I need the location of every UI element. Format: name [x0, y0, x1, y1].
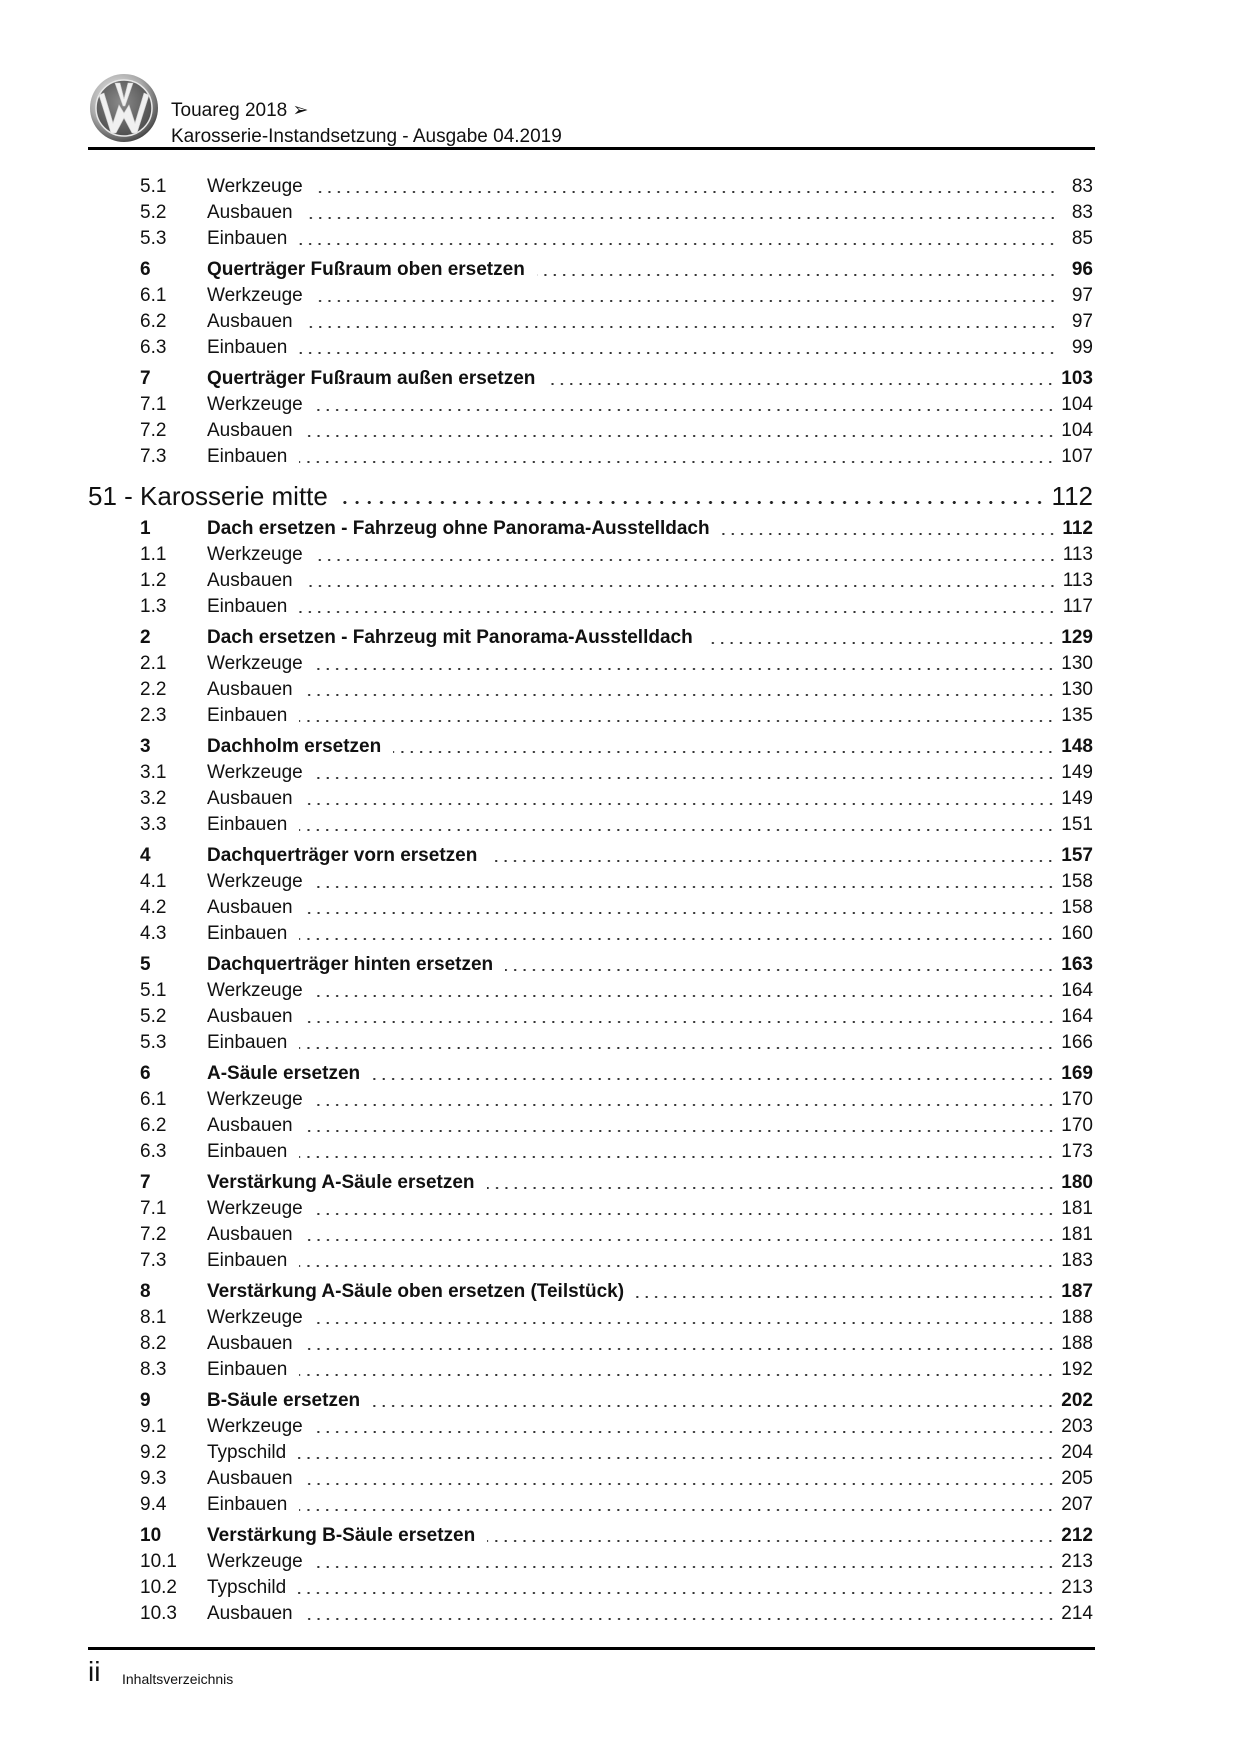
page-number: ii [88, 1656, 101, 1687]
toc-entry-number: 5.1 [140, 980, 167, 1001]
dot-leader [701, 626, 1062, 650]
dot-leader [295, 595, 1062, 619]
toc-subsection-entry[interactable] [140, 310, 1093, 334]
toc-entry-number: 6 [140, 259, 151, 280]
toc-subsection-entry[interactable] [140, 1088, 1093, 1112]
toc-entry-page[interactable]: 129 [1061, 627, 1093, 648]
toc-entry-page[interactable]: 112 [1051, 481, 1093, 511]
toc-entry-page[interactable]: 104 [1061, 394, 1093, 415]
dot-leader [295, 336, 1063, 360]
toc-subsection-entry[interactable] [140, 787, 1093, 811]
toc-entry-page[interactable]: 213 [1061, 1551, 1093, 1572]
dot-leader [311, 761, 1062, 785]
toc-entry-title[interactable]: Einbauen [207, 1359, 288, 1380]
dot-leader [311, 1306, 1062, 1330]
toc-subsection-entry[interactable] [140, 284, 1093, 308]
dot-leader [301, 1467, 1062, 1491]
toc-entry-title[interactable]: Verstärkung A-Säule ersetzen [207, 1172, 475, 1193]
toc-entry-page[interactable]: 203 [1061, 1416, 1093, 1437]
toc-entry-number: 9.1 [140, 1416, 167, 1437]
dot-leader [311, 284, 1063, 308]
toc-entry-title[interactable]: Ausbauen [207, 1115, 293, 1136]
toc-entry-title[interactable]: Dachholm ersetzen [207, 736, 382, 757]
toc-subsection-entry[interactable] [140, 419, 1093, 443]
toc-entry-number: 10.2 [140, 1577, 177, 1598]
toc-entry-title[interactable]: Werkzeuge [207, 871, 303, 892]
document-subtitle: Karosserie-Instandsetzung - Ausgabe 04.2019 [171, 126, 562, 147]
toc-entry-number: 2 [140, 627, 151, 648]
toc-entry-title[interactable]: Werkzeuge [207, 1307, 303, 1328]
dot-leader [301, 310, 1063, 334]
toc-entry-page[interactable]: 207 [1061, 1494, 1093, 1515]
dot-leader [301, 1114, 1062, 1138]
toc-entry-title[interactable]: Ausbauen [207, 1603, 293, 1624]
toc-entry-title[interactable]: Ausbauen [207, 420, 293, 441]
toc-entry-page[interactable]: 113 [1062, 570, 1093, 591]
toc-entry-number: 1.3 [140, 596, 167, 617]
toc-entry-title[interactable]: Werkzeuge [207, 1551, 303, 1572]
toc-entry-title[interactable]: Einbauen [207, 1032, 288, 1053]
toc-entry-number: 4 [140, 845, 151, 866]
toc-entry-number: 6.1 [140, 1089, 167, 1110]
toc-entry-page[interactable]: 97 [1071, 311, 1093, 332]
toc-entry-page[interactable]: 83 [1071, 176, 1093, 197]
toc-section-entry[interactable] [140, 626, 1093, 650]
dot-leader [295, 1358, 1061, 1382]
toc-chapter-entry[interactable] [88, 480, 1093, 512]
toc-entry-number: 7.1 [140, 1198, 167, 1219]
toc-entry-title[interactable]: Werkzeuge [207, 762, 303, 783]
toc-entry-title[interactable]: B-Säule ersetzen [207, 1390, 361, 1411]
dot-leader [295, 1031, 1061, 1055]
toc-subsection-entry[interactable] [140, 1005, 1093, 1029]
toc-entry-number: 9.3 [140, 1468, 167, 1489]
toc-entry-number: 5.2 [140, 1006, 167, 1027]
toc-entry-page[interactable]: 96 [1071, 259, 1093, 280]
dot-leader [311, 1550, 1062, 1574]
dot-leader [368, 1062, 1061, 1086]
toc-entry-number: 3.3 [140, 814, 167, 835]
toc-subsection-entry[interactable] [140, 336, 1093, 360]
dot-leader [311, 543, 1063, 567]
toc-entry-page[interactable]: 104 [1061, 420, 1093, 441]
toc-entry-number: 6.2 [140, 1115, 167, 1136]
dot-leader [533, 258, 1063, 282]
toc-entry-title[interactable]: Werkzeuge [207, 1198, 303, 1219]
toc-entry-number: 6.3 [140, 1141, 167, 1162]
toc-entry-page[interactable]: 85 [1071, 228, 1093, 249]
toc-subsection-entry[interactable] [140, 175, 1093, 199]
toc-entry-page[interactable]: 97 [1071, 285, 1093, 306]
toc-subsection-entry[interactable] [140, 678, 1093, 702]
dot-leader [295, 1249, 1061, 1273]
toc-entry-number: 2.2 [140, 679, 167, 700]
dot-leader [294, 1441, 1061, 1465]
toc-entry-number: 9 [140, 1390, 151, 1411]
toc-entry-title[interactable]: Dachquerträger vorn ersetzen [207, 845, 478, 866]
toc-entry-page[interactable]: 212 [1061, 1525, 1093, 1546]
toc-entry-number: 3.1 [140, 762, 167, 783]
toc-entry-number: 5.3 [140, 1032, 167, 1053]
footer-label: Inhaltsverzeichnis [122, 1671, 234, 1687]
toc-section-entry[interactable] [140, 1171, 1093, 1195]
toc-subsection-entry[interactable] [140, 1332, 1093, 1356]
toc-subsection-entry[interactable] [140, 1441, 1093, 1465]
toc-entry-title[interactable]: Verstärkung B-Säule ersetzen [207, 1525, 476, 1546]
toc-entry-title[interactable]: Ausbauen [207, 897, 293, 918]
toc-entry-page[interactable]: 187 [1061, 1281, 1093, 1302]
toc-entry-title[interactable]: Einbauen [207, 228, 288, 249]
toc-entry-title[interactable]: Einbauen [207, 1250, 288, 1271]
toc-entry-number: 10.3 [140, 1603, 177, 1624]
toc-subsection-entry[interactable] [140, 1249, 1093, 1273]
toc-entry-page[interactable]: 188 [1061, 1307, 1093, 1328]
toc-entry-title[interactable]: Werkzeuge [207, 176, 303, 197]
toc-subsection-entry[interactable] [140, 1415, 1093, 1439]
toc-entry-page[interactable]: 151 [1061, 814, 1093, 835]
toc-entry-number: 6 [140, 1063, 151, 1084]
toc-entry-number: 4.3 [140, 923, 167, 944]
toc-subsection-entry[interactable] [140, 595, 1093, 619]
toc-entry-page[interactable]: 170 [1061, 1115, 1093, 1136]
dot-leader [311, 1088, 1062, 1112]
toc-entry-number: 1.2 [140, 570, 167, 591]
dot-leader [295, 922, 1061, 946]
dot-leader [301, 896, 1062, 920]
toc-entry-page[interactable]: 149 [1061, 788, 1093, 809]
toc-entry-title[interactable]: Ausbauen [207, 311, 293, 332]
toc-entry-title[interactable]: Ausbauen [207, 1006, 293, 1027]
dot-leader [301, 787, 1062, 811]
toc-entry-number: 4.2 [140, 897, 167, 918]
dot-leader [311, 393, 1062, 417]
toc-entry-page[interactable]: 103 [1061, 368, 1093, 389]
dot-leader [389, 735, 1061, 759]
toc-entry-page[interactable]: 107 [1061, 446, 1093, 467]
toc-entry-title[interactable]: Einbauen [207, 814, 288, 835]
toc-entry-title[interactable]: Einbauen [207, 337, 288, 358]
toc-entry-title[interactable]: Einbauen [207, 446, 288, 467]
toc-entry-page[interactable]: 213 [1061, 1577, 1093, 1598]
toc-entry-number: 7.3 [140, 1250, 167, 1271]
dot-leader [301, 419, 1062, 443]
dot-leader [295, 813, 1061, 837]
toc-entry-number: 8.2 [140, 1333, 167, 1354]
toc-entry-page[interactable]: 83 [1071, 202, 1093, 223]
dot-leader [483, 1524, 1061, 1548]
toc-entry-title[interactable]: Dach ersetzen - Fahrzeug ohne Panorama-Ausstelldach [207, 518, 710, 539]
toc-entry-page[interactable]: 130 [1061, 653, 1093, 674]
toc-entry-number: 5.3 [140, 228, 167, 249]
toc-entry-title[interactable]: Einbauen [207, 1494, 288, 1515]
vw-logo-icon [89, 73, 159, 143]
toc-entry-title[interactable]: Typschild [207, 1577, 287, 1598]
toc-entry-title[interactable]: Querträger Fußraum außen ersetzen [207, 368, 536, 389]
toc-subsection-entry[interactable] [140, 1576, 1093, 1600]
toc-entry-number: 7.3 [140, 446, 167, 467]
toc-subsection-entry[interactable] [140, 1114, 1093, 1138]
dot-leader [301, 1223, 1062, 1247]
toc-subsection-entry[interactable] [140, 704, 1093, 728]
toc-entry-page[interactable]: 130 [1061, 679, 1093, 700]
toc-entry-number: 10 [140, 1525, 162, 1546]
toc-subsection-entry[interactable] [140, 1197, 1093, 1221]
toc-entry-title[interactable]: Werkzeuge [207, 1089, 303, 1110]
toc-entry-number: 5 [140, 954, 151, 975]
toc-entry-title[interactable]: Werkzeuge [207, 285, 303, 306]
toc-subsection-entry[interactable] [140, 201, 1093, 225]
dot-leader [311, 175, 1063, 199]
toc-entry-title[interactable]: Ausbauen [207, 788, 293, 809]
toc-entry-number: 5.2 [140, 202, 167, 223]
toc-subsection-entry[interactable] [140, 1550, 1093, 1574]
toc-subsection-entry[interactable] [140, 652, 1093, 676]
document-title: Touareg 2018 ➢ [171, 100, 309, 121]
toc-entry-title[interactable]: Werkzeuge [207, 1416, 303, 1437]
toc-entry-page[interactable]: 192 [1061, 1359, 1093, 1380]
toc-section-entry[interactable] [140, 258, 1093, 282]
toc-subsection-entry[interactable] [140, 896, 1093, 920]
toc-entry-title[interactable]: Werkzeuge [207, 980, 303, 1001]
toc-subsection-entry[interactable] [140, 1306, 1093, 1330]
toc-entry-number: 3.2 [140, 788, 167, 809]
toc-subsection-entry[interactable] [140, 1493, 1093, 1517]
toc-entry-number: 6.3 [140, 337, 167, 358]
dot-leader [295, 1493, 1061, 1517]
toc-section-entry[interactable] [140, 367, 1093, 391]
toc-entry-page[interactable]: 173 [1061, 1141, 1093, 1162]
toc-entry-number: 5.1 [140, 176, 167, 197]
toc-subsection-entry[interactable] [140, 1358, 1093, 1382]
toc-entry-page[interactable]: 214 [1061, 1603, 1093, 1624]
toc-entry-title[interactable]: Einbauen [207, 923, 288, 944]
dot-leader [311, 870, 1062, 894]
toc-entry-title[interactable]: Ausbauen [207, 202, 293, 223]
toc-subsection-entry[interactable] [140, 870, 1093, 894]
toc-subsection-entry[interactable] [140, 569, 1093, 593]
toc-section-entry[interactable] [140, 844, 1093, 868]
toc-entry-page[interactable]: 164 [1061, 1006, 1093, 1027]
toc-entry-page[interactable]: 170 [1061, 1089, 1093, 1110]
toc-entry-title[interactable]: Ausbauen [207, 570, 293, 591]
toc-entry-number: 8.3 [140, 1359, 167, 1380]
toc-section-entry[interactable] [140, 517, 1093, 541]
header-rule [88, 147, 1095, 150]
toc-entry-title[interactable]: 51 - Karosserie mitte [88, 481, 328, 511]
dot-leader [311, 652, 1062, 676]
toc-entry-number: 7.2 [140, 420, 167, 441]
toc-entry-page[interactable]: 113 [1062, 544, 1093, 565]
dot-leader [483, 1171, 1062, 1195]
toc-entry-title[interactable]: Werkzeuge [207, 653, 303, 674]
toc-entry-page[interactable]: 202 [1061, 1390, 1093, 1411]
toc-entry-title[interactable]: Werkzeuge [207, 394, 303, 415]
footer-rule [88, 1647, 1095, 1650]
toc-section-entry[interactable] [140, 735, 1093, 759]
dot-leader [311, 1415, 1062, 1439]
toc-section-entry[interactable] [140, 1280, 1093, 1304]
dot-leader [295, 445, 1061, 469]
toc-entry-page[interactable]: 112 [1062, 518, 1093, 539]
dot-leader [301, 1332, 1062, 1356]
toc-subsection-entry[interactable] [140, 1467, 1093, 1491]
toc-entry-title[interactable]: Einbauen [207, 1141, 288, 1162]
toc-entry-title[interactable]: Ausbauen [207, 1333, 293, 1354]
toc-entry-title[interactable]: Ausbauen [207, 679, 293, 700]
dot-leader [311, 1197, 1062, 1221]
toc-subsection-entry[interactable] [140, 813, 1093, 837]
toc-entry-page[interactable]: 205 [1061, 1468, 1093, 1489]
toc-entry-number: 10.1 [140, 1551, 177, 1572]
dot-leader [368, 1389, 1061, 1413]
toc-entry-page[interactable]: 148 [1061, 736, 1093, 757]
dot-leader [632, 1280, 1061, 1304]
toc-entry-title[interactable]: Werkzeuge [207, 544, 303, 565]
dot-leader [295, 227, 1063, 251]
toc-entry-page[interactable]: 164 [1061, 980, 1093, 1001]
dot-leader [301, 1005, 1062, 1029]
dot-leader [294, 1576, 1061, 1600]
toc-entry-page[interactable]: 117 [1062, 596, 1093, 617]
toc-entry-number: 6.1 [140, 285, 167, 306]
toc-subsection-entry[interactable] [140, 1031, 1093, 1055]
toc-entry-number: 7 [140, 1172, 151, 1193]
toc-entry-title[interactable]: Einbauen [207, 705, 288, 726]
toc-entry-title[interactable]: A-Säule ersetzen [207, 1063, 361, 1084]
toc-subsection-entry[interactable] [140, 543, 1093, 567]
toc-entry-number: 7.2 [140, 1224, 167, 1245]
dot-leader [301, 1602, 1062, 1626]
toc-entry-number: 8 [140, 1281, 151, 1302]
dot-leader [501, 953, 1061, 977]
toc-entry-title[interactable]: Dach ersetzen - Fahrzeug mit Panorama-Ausstelldach [207, 627, 693, 648]
toc-entry-page[interactable]: 180 [1061, 1172, 1093, 1193]
toc-entry-page[interactable]: 181 [1061, 1198, 1093, 1219]
toc-entry-number: 2.1 [140, 653, 167, 674]
toc-entry-number: 9.2 [140, 1442, 167, 1463]
toc-section-entry[interactable] [140, 1062, 1093, 1086]
toc-entry-title[interactable]: Einbauen [207, 596, 288, 617]
toc-subsection-entry[interactable] [140, 922, 1093, 946]
toc-entry-page[interactable]: 163 [1061, 954, 1093, 975]
toc-subsection-entry[interactable] [140, 1223, 1093, 1247]
dot-leader [301, 201, 1063, 225]
toc-subsection-entry[interactable] [140, 1602, 1093, 1626]
toc-entry-page[interactable]: 204 [1061, 1442, 1093, 1463]
toc-entry-number: 7 [140, 368, 151, 389]
toc-subsection-entry[interactable] [140, 227, 1093, 251]
toc-entry-title[interactable]: Verstärkung A-Säule oben ersetzen (Teilstück) [207, 1281, 625, 1302]
toc-entry-title[interactable]: Querträger Fußraum oben ersetzen [207, 259, 525, 280]
toc-entry-page[interactable]: 158 [1061, 897, 1093, 918]
toc-entry-number: 9.4 [140, 1494, 167, 1515]
toc-entry-number: 6.2 [140, 311, 167, 332]
toc-section-entry[interactable] [140, 1524, 1093, 1548]
toc-entry-page[interactable]: 158 [1061, 871, 1093, 892]
toc-section-entry[interactable] [140, 1389, 1093, 1413]
toc-entry-number: 7.1 [140, 394, 167, 415]
toc-entry-number: 1.1 [140, 544, 167, 565]
toc-entry-page[interactable]: 169 [1061, 1063, 1093, 1084]
toc-subsection-entry[interactable] [140, 445, 1093, 469]
toc-entry-page[interactable]: 188 [1061, 1333, 1093, 1354]
toc-section-entry[interactable] [140, 953, 1093, 977]
dot-leader [295, 704, 1061, 728]
toc-entry-title[interactable]: Dachquerträger hinten ersetzen [207, 954, 494, 975]
toc-entry-number: 1 [140, 518, 151, 539]
dot-leader [543, 367, 1061, 391]
toc-subsection-entry[interactable] [140, 979, 1093, 1003]
dot-leader [301, 569, 1063, 593]
toc-entry-number: 2.3 [140, 705, 167, 726]
dot-leader [718, 517, 1063, 541]
toc-subsection-entry[interactable] [140, 393, 1093, 417]
toc-entry-page[interactable]: 183 [1061, 1250, 1093, 1271]
toc-entry-title[interactable]: Ausbauen [207, 1224, 293, 1245]
dot-leader [485, 844, 1061, 868]
toc-entry-page[interactable]: 135 [1061, 705, 1093, 726]
toc-entry-title[interactable]: Ausbauen [207, 1468, 293, 1489]
toc-entry-number: 8.1 [140, 1307, 167, 1328]
toc-subsection-entry[interactable] [140, 1140, 1093, 1164]
toc-entry-page[interactable]: 149 [1061, 762, 1093, 783]
toc-entry-page[interactable]: 181 [1061, 1224, 1093, 1245]
dot-leader [338, 480, 1052, 512]
toc-entry-page[interactable]: 160 [1061, 923, 1093, 944]
dot-leader [301, 678, 1062, 702]
toc-entry-page[interactable]: 99 [1071, 337, 1093, 358]
toc-subsection-entry[interactable] [140, 761, 1093, 785]
toc-entry-page[interactable]: 166 [1061, 1032, 1093, 1053]
dot-leader [311, 979, 1062, 1003]
toc-entry-title[interactable]: Typschild [207, 1442, 287, 1463]
toc-entry-page[interactable]: 157 [1061, 845, 1093, 866]
dot-leader [295, 1140, 1061, 1164]
toc-entry-number: 4.1 [140, 871, 167, 892]
toc-entry-number: 3 [140, 736, 151, 757]
